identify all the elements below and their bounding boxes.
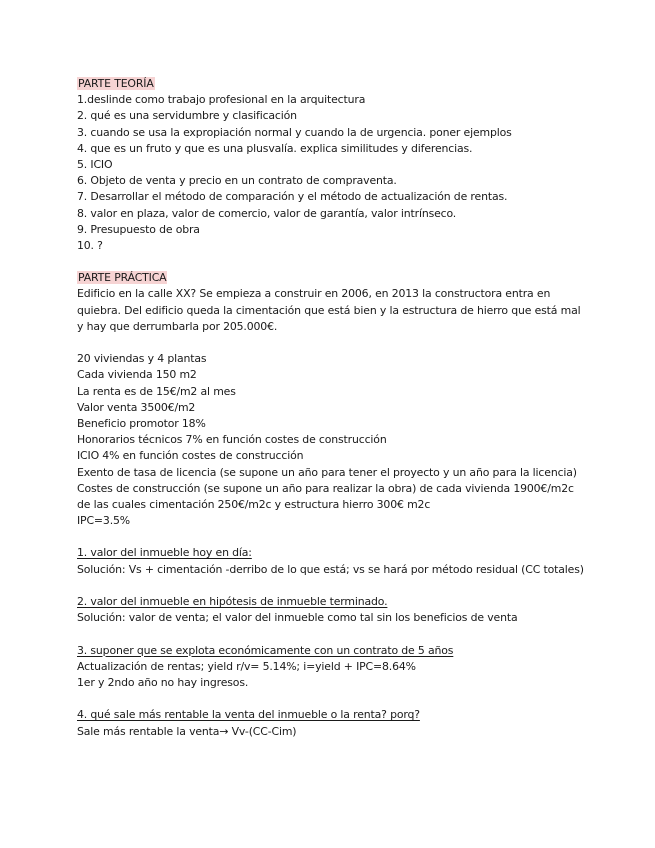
practice-data-line: Valor venta 3500€/m2	[77, 400, 196, 414]
theory-heading: PARTE TEORÍA	[78, 77, 154, 90]
practice-data-line: ICIO 4% en función costes de construcción	[77, 449, 304, 463]
document-page	[77, 76, 607, 740]
practice-data-line: 20 viviendas y 4 plantas	[77, 352, 207, 366]
question-4-answer: Sale más rentable la venta→ Vv-(CC-Cim)	[77, 724, 297, 738]
practice-heading: PARTE PRÁCTICA	[78, 271, 167, 285]
practice-data-line: Cada vivienda 150 m2	[77, 368, 197, 382]
spacer	[77, 529, 607, 545]
spacer	[77, 578, 607, 594]
question-1-title: 1. valor del inmueble hoy en día:	[77, 546, 252, 560]
theory-item-10: 10. ?	[77, 238, 103, 252]
theory-item-9: 9. Presupuesto de obra	[77, 222, 200, 236]
practice-data-line: IPC=3.5%	[77, 514, 130, 528]
practice-data-line: Honorarios técnicos 7% en función costes de construcción	[77, 433, 387, 447]
practice-data-line: La renta es de 15€/m2 al mes	[77, 384, 236, 398]
spacer	[77, 626, 607, 642]
practice-intro-line-1: Edificio en la calle XX? Se empieza a construir en 2006, en 2013 la constructora entra en	[77, 287, 551, 301]
practice-data-line: Exento de tasa de licencia (se supone un año para tener el proyecto y un año para la licencia)	[77, 465, 577, 479]
spacer	[77, 335, 607, 351]
practice-intro-line-3: y hay que derrumbarla por 205.000€.	[77, 319, 278, 333]
theory-item-7: 7. Desarrollar el método de comparación y el método de actualización de rentas.	[77, 190, 508, 204]
theory-section	[77, 76, 607, 92]
theory-item-2: 2. qué es una servidumbre y clasificación	[77, 109, 297, 123]
theory-item-3: 3. cuando se usa la expropiación normal y cuando la de urgencia. poner ejemplos	[77, 125, 512, 139]
practice-data-line: de las cuales cimentación 250€/m2c y estructura hierro 300€ m2c	[77, 497, 431, 511]
practice-intro-line-2: quiebra. Del edificio queda la cimentación que está bien y la estructura de hierro que está mal	[77, 303, 581, 317]
practice-data-line: Costes de construcción (se supone un año para realizar la obra) de cada vivienda 1900€/m2c	[77, 481, 574, 495]
question-3-title: 3. suponer que se explota económicamente con un contrato de 5 años	[77, 643, 454, 657]
practice-data-line: Beneficio promotor 18%	[77, 416, 206, 430]
spacer	[77, 254, 607, 270]
practice-section	[77, 270, 607, 286]
spacer	[77, 691, 607, 707]
question-4-title: 4. qué sale más rentable la venta del inmueble o la renta? porq?	[77, 708, 420, 722]
question-3-answer-line-1: Actualización de rentas; yield r/v= 5.14%; i=yield + IPC=8.64%	[77, 659, 416, 673]
theory-item-6: 6. Objeto de venta y precio en un contrato de compraventa.	[77, 174, 397, 188]
question-2-answer: Solución: valor de venta; el valor del inmueble como tal sin los beneficios de venta	[77, 611, 518, 625]
theory-item-4: 4. que es un fruto y que es una plusvalía. explica similitudes y diferencias.	[77, 141, 473, 155]
theory-item-5: 5. ICIO	[77, 157, 113, 171]
question-1-answer: Solución: Vs + cimentación -derribo de lo que está; vs se hará por método residual (CC totales)	[77, 562, 584, 576]
theory-item-1: 1.deslinde como trabajo profesional en la arquitectura	[77, 93, 366, 107]
question-3-answer-line-2: 1er y 2ndo año no hay ingresos.	[77, 675, 249, 689]
question-2-title: 2. valor del inmueble en hipótesis de inmueble terminado.	[77, 595, 388, 608]
theory-item-8: 8. valor en plaza, valor de comercio, valor de garantía, valor intrínseco.	[77, 206, 457, 220]
